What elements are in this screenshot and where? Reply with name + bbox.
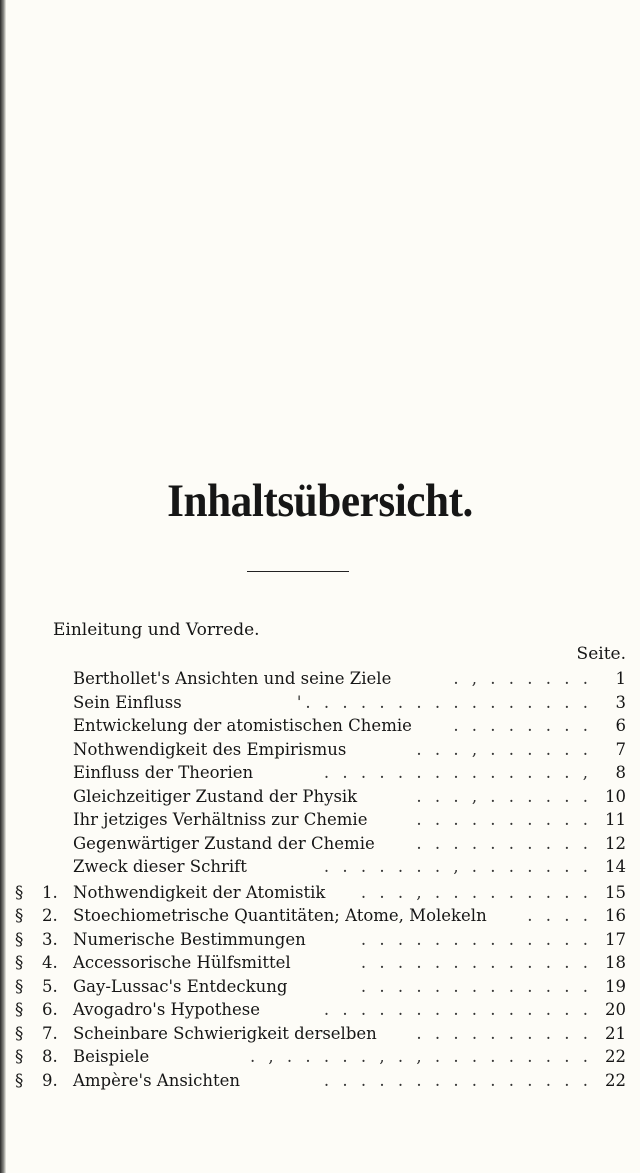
dot-leader: . . . . . . . . . . . . . . ,: [323, 763, 592, 782]
page-number: 18: [605, 953, 626, 972]
toc-section-entry: [0, 952, 640, 974]
toc-section-entry: [0, 929, 640, 951]
section-symbol: §: [15, 1047, 24, 1066]
entry-title: Entwickelung der atomistischen Chemie: [73, 716, 412, 735]
dot-leader: . . . . . . . . . . . . . . .: [323, 1000, 592, 1019]
toc-entry: [0, 762, 640, 784]
section-number: 1.: [42, 882, 58, 902]
section-number: 5.: [42, 976, 58, 996]
page-number: 22: [605, 1047, 626, 1066]
dot-leader: . . . . . . . , . . . . . . .: [323, 857, 592, 876]
page-number: 20: [605, 1000, 626, 1019]
section-number: 2.: [42, 906, 58, 925]
entry-title: Beispiele: [73, 1047, 150, 1066]
section-symbol: §: [15, 1000, 24, 1019]
toc-entry: [0, 833, 640, 855]
toc-entry: [0, 692, 640, 714]
entry-title: Gay-Lussac's Entdeckung: [73, 976, 288, 996]
title-divider: [247, 571, 349, 572]
page-number: 7: [615, 739, 626, 759]
page-number: 1: [615, 669, 626, 688]
section-number: 4.: [42, 953, 58, 972]
page-number: 17: [605, 929, 626, 949]
page-number: 8: [615, 763, 626, 782]
entry-title: Accessorische Hülfsmittel: [73, 953, 291, 972]
dot-leader: . . . , . . . . . . . . .: [360, 882, 592, 902]
toc-section-entry: [0, 1046, 640, 1068]
entry-title: Zweck dieser Schrift: [73, 857, 247, 876]
section-symbol: §: [15, 976, 24, 996]
dot-leader: . . . . . . . .: [453, 716, 592, 735]
section-number: 7.: [42, 1023, 58, 1043]
dot-leader: . . . . . . . . . . . . . . .: [323, 1070, 592, 1090]
toc-section-entry: [0, 976, 640, 998]
entry-title: Einfluss der Theorien: [73, 763, 254, 782]
page-number: 21: [605, 1023, 626, 1043]
entry-title: Avogadro's Hypothese: [73, 1000, 260, 1019]
page-number: 10: [605, 786, 626, 806]
toc-entry: [0, 715, 640, 737]
entry-title: Sein Einfluss: [73, 692, 182, 712]
toc-section-entry: [0, 1023, 640, 1045]
page-number: 11: [605, 810, 626, 829]
toc-section-entry: [0, 999, 640, 1021]
section-symbol: §: [15, 882, 24, 902]
section-symbol: §: [15, 1070, 24, 1090]
dot-leader: . . . . . . . . . . . . .: [360, 976, 592, 996]
dot-leader: . . . . . . . . . .: [416, 810, 592, 829]
section-number: 3.: [42, 929, 58, 949]
entry-title: Berthollet's Ansichten und seine Ziele: [73, 669, 392, 688]
dot-leader: . . . . . . . . . .: [416, 1023, 592, 1043]
dot-leader: '. . . . . . . . . . . . . . . .: [296, 692, 592, 712]
entry-title: Nothwendigkeit des Empirismus: [73, 739, 347, 759]
page-number: 14: [605, 857, 626, 876]
toc-entry: [0, 739, 640, 761]
dot-leader: . . . . . . . . . . . . .: [360, 929, 592, 949]
toc-entry: [0, 668, 640, 690]
dot-leader: . . . . . . . . . . . . .: [360, 953, 592, 972]
page-title: Inhaltsübersicht.: [167, 475, 473, 527]
toc-section-entry: [0, 905, 640, 927]
dot-leader: . , . . . . . , . , . . . . . . . . .: [249, 1047, 592, 1066]
dot-leader: . . . , . . . . . .: [416, 739, 592, 759]
dot-leader: . , . . . . . .: [453, 669, 592, 688]
toc-section-entry: [0, 1070, 640, 1092]
toc-entry: [0, 856, 640, 878]
entry-title: Ampère's Ansichten: [73, 1070, 240, 1090]
page-number: 22: [605, 1070, 626, 1090]
section-symbol: §: [15, 953, 24, 972]
page-number: 19: [605, 976, 626, 996]
toc-section-entry: [0, 882, 640, 904]
section-symbol: §: [15, 1023, 24, 1043]
dot-leader: . . . . . . . . . .: [416, 833, 592, 853]
page-number: 16: [605, 906, 626, 925]
page-number: 15: [605, 882, 626, 902]
section-symbol: §: [15, 906, 24, 925]
entry-title: Nothwendigkeit der Atomistik: [73, 882, 326, 902]
toc-entry: [0, 809, 640, 831]
section-number: 9.: [42, 1070, 58, 1090]
page-number: 6: [615, 716, 626, 735]
intro-heading: Einleitung und Vorrede.: [53, 620, 260, 640]
entry-title: Numerische Bestimmungen: [73, 929, 306, 949]
page-number: 12: [605, 833, 626, 853]
entry-title: Ihr jetziges Verhältniss zur Chemie: [73, 810, 368, 829]
section-number: 6.: [42, 1000, 58, 1019]
entry-title: Stoechiometrische Quantitäten; Atome, Molekeln: [73, 906, 487, 925]
page-number: 3: [615, 692, 626, 712]
page-column-label: Seite.: [576, 644, 626, 664]
toc-entry: [0, 786, 640, 808]
dot-leader: . . . .: [527, 906, 592, 925]
dot-leader: . . . , . . . . . .: [416, 786, 592, 806]
entry-title: Gleichzeitiger Zustand der Physik: [73, 786, 358, 806]
section-number: 8.: [42, 1047, 58, 1066]
entry-title: Scheinbare Schwierigkeit derselben: [73, 1023, 377, 1043]
entry-title: Gegenwärtiger Zustand der Chemie: [73, 833, 375, 853]
section-symbol: §: [15, 929, 24, 949]
